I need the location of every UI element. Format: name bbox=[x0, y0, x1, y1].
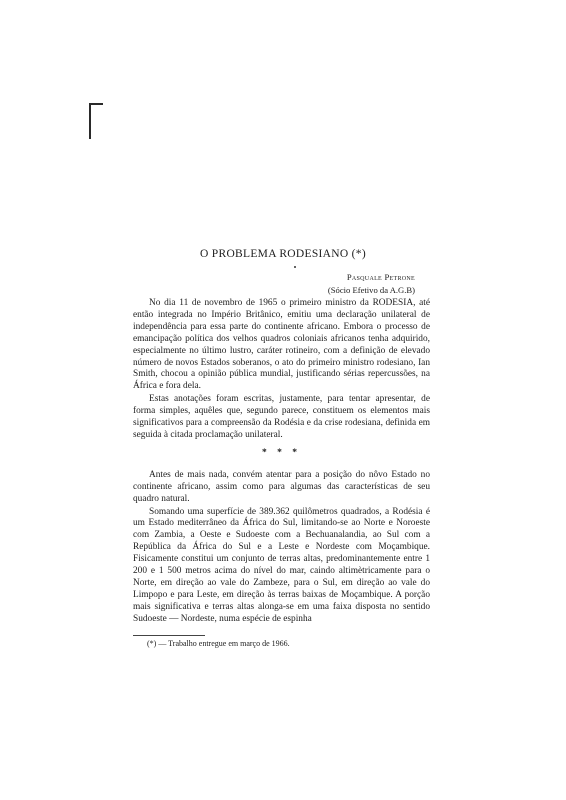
footnote: (*) — Trabalho entregue em março de 1966. bbox=[147, 639, 290, 648]
paragraph: Antes de mais nada, convém atentar para a posição do nôvo Estado no continente africano, assim como para algumas das características de seu quadro natural. bbox=[133, 469, 430, 504]
author-name: Pasquale Petrone bbox=[346, 272, 415, 282]
author-block bbox=[328, 271, 415, 297]
title-dot bbox=[294, 266, 296, 268]
footnote-rule bbox=[133, 635, 205, 636]
paragraph: No dia 11 de novembro de 1965 o primeiro ministro da RODESIA, até então integrada no Império Britânico, emitiu uma declaração unilateral de independência para essa parte do continente africano. Embora o processo de emancipação política dos velhos quadros coloniais africanos tenha adquirido, especialmente no último lustro, caráter rotineiro, com a definição de elevado número de novos Estados soberanos, o ato do primeiro ministro rodesiano, Ian Smith, chocou a opinião pública mundial, justificando sérias repercussões, na África e fora dela. bbox=[133, 298, 430, 392]
margin-corner-mark bbox=[89, 103, 103, 105]
article-title: O PROBLEMA RODESIANO (*) bbox=[200, 248, 366, 260]
margin-side-mark bbox=[89, 103, 91, 139]
paragraph: Somando uma superfície de 389.362 quilômetros quadrados, a Rodésia é um Estado mediterrâneo da África do Sul, limitando-se ao Norte e Noroeste com Zambia, a Oeste e Sudoeste com a Bechuanalandia, ao Sul com a República da África do Sul e a Leste e Nordeste com Moçambique. Fisicamente constitui um conjunto de terras altas, predominantemente entre 1 200 e 1 500 metros acima do nível do mar, caindo altimètricamente para o Norte, em direção ao vale do Zambeze, para o Sul, em direção ao vale do Limpopo e para Leste, em direção às terras baixas de Moçambique. A porção mais significativa e terras altas alonga-se em uma faixa disposta no sentido Sudoeste — Nordeste, numa espécie de espinha bbox=[133, 506, 430, 624]
author-affiliation: (Sócio Efetivo da A.G.B) bbox=[327, 285, 415, 295]
section-separator: * * * bbox=[262, 447, 301, 458]
article-body bbox=[133, 298, 430, 627]
paragraph: Estas anotações foram escritas, justamente, para tentar apresentar, de forma simples, aquêles que, segundo parece, constituem os elementos mais significativos para a compreensão da Rodésia e da crise rodesiana, definida em seguida à citada proclamação unilateral. bbox=[133, 394, 430, 440]
